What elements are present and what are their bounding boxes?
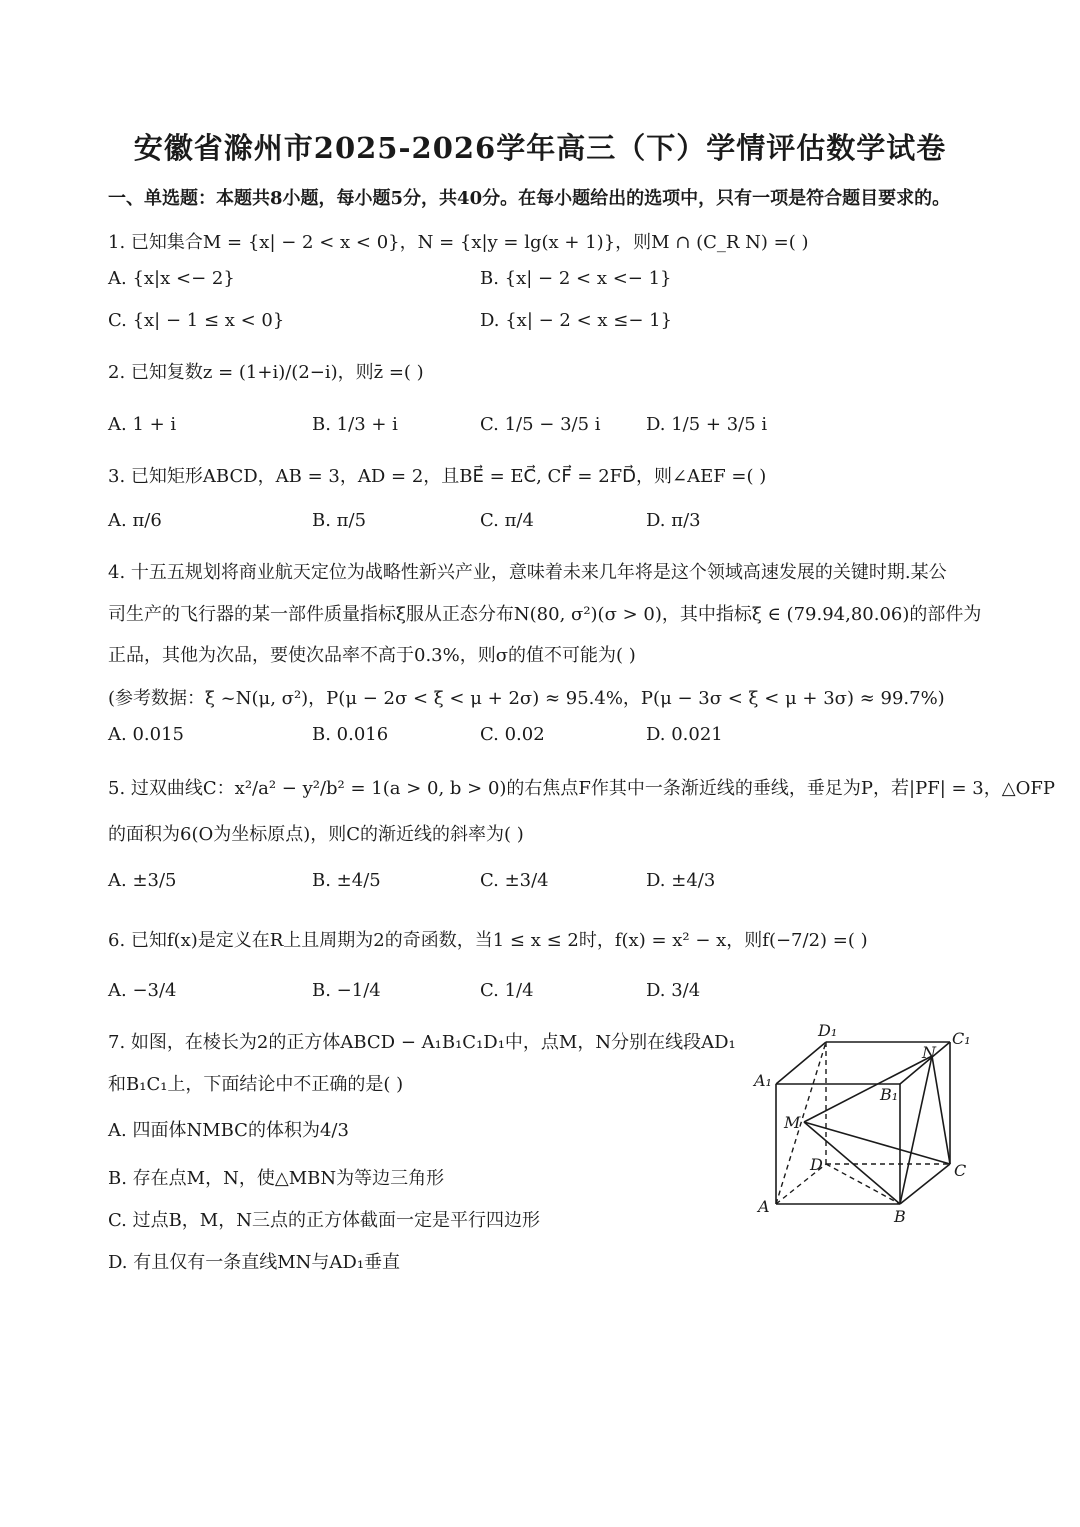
segment-db-hidden <box>826 1164 900 1204</box>
question-1-stem: 1. 已知集合M = {x| − 2 < x < 0}，N = {x|y = lg(x + 1)}，则M ∩ (C_R N) =( ) <box>108 232 809 253</box>
question-4-reference: (参考数据：ξ ~N(μ, σ²)，P(μ − 2σ < ξ < μ + 2σ) ≈ 95.4%，P(μ − 3σ < ξ < μ + 3σ) ≈ 99.7%) <box>108 688 945 709</box>
q6-option-b: B. −1/4 <box>312 980 381 1001</box>
vertex-label-b: B <box>894 1207 906 1226</box>
q3-option-a: A. π/6 <box>108 510 162 531</box>
q1-option-d: D. {x| − 2 < x ≤− 1} <box>480 310 673 331</box>
q7-option-d: D. 有且仅有一条直线MN与AD₁垂直 <box>108 1252 401 1273</box>
question-5-line-1: 5. 过双曲线C：x²/a² − y²/b² = 1(a > 0, b > 0)的右焦点F作其中一条渐近线的垂线，垂足为P，若|PF| = 3，△OFP <box>108 778 1055 799</box>
q1-option-a: A. {x|x <− 2} <box>108 268 235 289</box>
q7-option-c: C. 过点B，M，N三点的正方体截面一定是平行四边形 <box>108 1210 540 1231</box>
question-4-line-3: 正品，其他为次品，要使次品率不高于0.3%，则σ的值不可能为( ) <box>108 645 636 666</box>
q2-option-d: D. 1/5 + 3/5 i <box>646 414 768 435</box>
q5-option-d: D. ±4/3 <box>646 870 716 891</box>
q6-option-a: A. −3/4 <box>108 980 177 1001</box>
question-7-line-2: 和B₁C₁上，下面结论中不正确的是( ) <box>108 1074 404 1095</box>
vertex-label-c1: C₁ <box>952 1029 971 1048</box>
segment-mn <box>804 1056 932 1122</box>
question-6-stem: 6. 已知f(x)是定义在R上且周期为2的奇函数，当1 ≤ x ≤ 2时，f(x) = x² − x，则f(−7/2) =( ) <box>108 930 868 951</box>
segment-nc <box>932 1056 950 1164</box>
q2-option-a: A. 1 + i <box>108 414 177 435</box>
cube-diagram <box>752 1018 982 1228</box>
point-label-n: N <box>922 1043 936 1062</box>
q5-option-c: C. ±3/4 <box>480 870 549 891</box>
q1-option-b: B. {x| − 2 < x <− 1} <box>480 268 672 289</box>
question-7-line-1: 7. 如图，在棱长为2的正方体ABCD − A₁B₁C₁D₁中，点M，N分别在线段AD₁ <box>108 1032 736 1053</box>
q3-option-d: D. π/3 <box>646 510 701 531</box>
q3-option-c: C. π/4 <box>480 510 534 531</box>
point-label-m: M <box>784 1113 801 1132</box>
q1-option-c: C. {x| − 1 ≤ x < 0} <box>108 310 285 331</box>
question-3-stem: 3. 已知矩形ABCD，AB = 3，AD = 2，且BE⃗ = EC⃗, CF⃗ = 2FD⃗，则∠AEF =( ) <box>108 466 767 487</box>
vertex-label-d: D <box>810 1155 823 1174</box>
page-title: 安徽省滁州市2025-2026学年高三（下）学情评估数学试卷 <box>133 131 947 165</box>
vertex-label-d1: D₁ <box>818 1021 838 1040</box>
vertex-label-c: C <box>954 1161 967 1180</box>
q5-option-a: A. ±3/5 <box>108 870 177 891</box>
vertex-label-a: A <box>758 1197 770 1216</box>
q2-option-c: C. 1/5 − 3/5 i <box>480 414 601 435</box>
section-heading: 一、单选题：本题共8小题，每小题5分，共40分。在每小题给出的选项中，只有一项是符合题目要求的。 <box>108 188 951 209</box>
q4-option-b: B. 0.016 <box>312 724 389 745</box>
q6-option-d: D. 3/4 <box>646 980 701 1001</box>
q4-option-c: C. 0.02 <box>480 724 545 745</box>
q6-option-c: C. 1/4 <box>480 980 534 1001</box>
vertex-label-a1: A₁ <box>754 1071 772 1090</box>
question-4-line-2: 司生产的飞行器的某一部件质量指标ξ服从正态分布N(80, σ²)(σ > 0)，其中指标ξ ∈ (79.94,80.06)的部件为 <box>108 604 982 625</box>
edge-a1d1 <box>776 1042 826 1084</box>
cube-figure <box>752 1018 982 1228</box>
q2-option-b: B. 1/3 + i <box>312 414 398 435</box>
question-4-line-1: 4. 十五五规划将商业航天定位为战略性新兴产业，意味着未来几年将是这个领域高速发展的关键时期.某公 <box>108 562 947 583</box>
q3-option-b: B. π/5 <box>312 510 367 531</box>
q7-option-b: B. 存在点M，N，使△MBN为等边三角形 <box>108 1168 445 1189</box>
question-5-line-2: 的面积为6(O为坐标原点)，则C的渐近线的斜率为( ) <box>108 824 524 845</box>
q4-option-a: A. 0.015 <box>108 724 184 745</box>
question-2-stem: 2. 已知复数z = (1+i)/(2−i)，则z̄ =( ) <box>108 362 424 383</box>
q5-option-b: B. ±4/5 <box>312 870 381 891</box>
q4-option-d: D. 0.021 <box>646 724 723 745</box>
vertex-label-b1: B₁ <box>880 1085 899 1104</box>
q7-option-a: A. 四面体NMBC的体积为4/3 <box>108 1120 349 1141</box>
